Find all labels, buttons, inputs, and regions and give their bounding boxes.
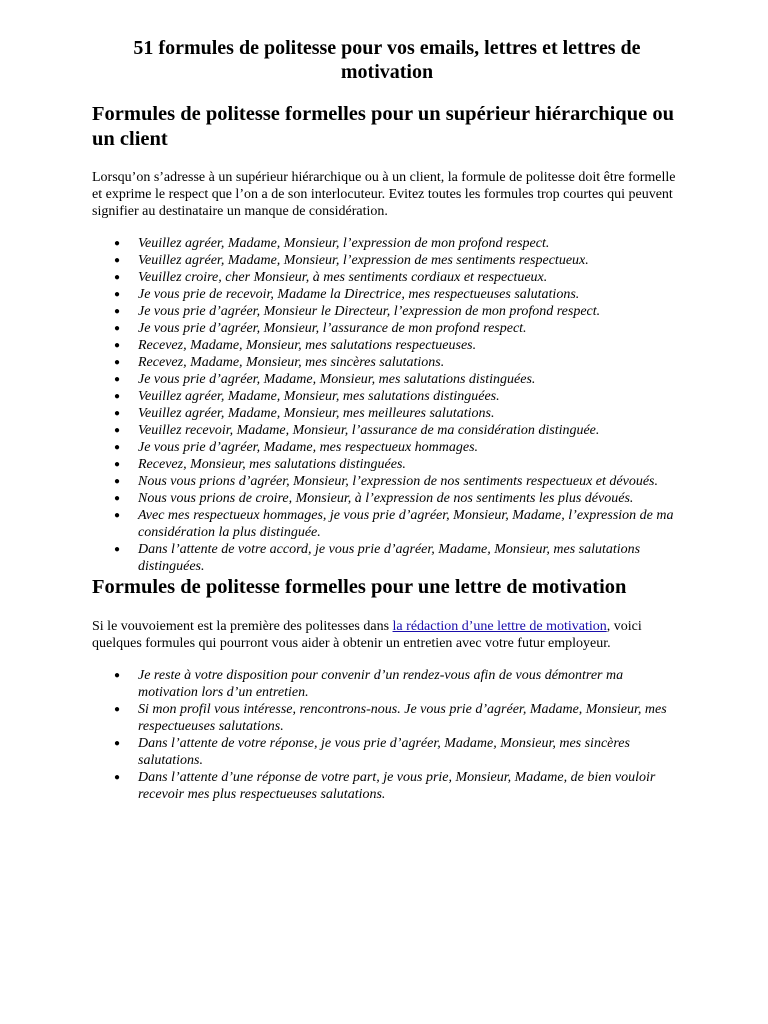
list-item	[114, 456, 682, 473]
bullet-icon: ●	[114, 476, 121, 487]
section-intro	[92, 618, 682, 652]
bullet-icon: ●	[114, 493, 121, 504]
list-item	[114, 701, 682, 735]
list-item	[114, 303, 682, 320]
list-item	[114, 269, 682, 286]
bullet-icon: ●	[114, 669, 121, 681]
list-item-text: Je vous prie d’agréer, Madame, mes respectueux hommages.	[138, 440, 479, 455]
intro-text: Si le vouvoiement est la première des politesses dans	[92, 618, 393, 634]
list-item	[114, 735, 682, 769]
list-item-text: Veuillez agréer, Madame, Monsieur, mes meilleures salutations.	[138, 406, 495, 421]
bullet-icon: ●	[114, 357, 121, 368]
list-item	[114, 286, 682, 303]
bullet-icon: ●	[114, 544, 121, 555]
list-item-text: Recevez, Monsieur, mes salutations distinguées.	[138, 457, 406, 472]
bullet-icon: ●	[114, 238, 121, 249]
list-item	[114, 235, 682, 252]
bullet-icon: ●	[114, 323, 121, 334]
bullet-icon: ●	[114, 255, 121, 266]
list-item	[114, 667, 682, 701]
list-item	[114, 473, 682, 490]
list-item-text: Recevez, Madame, Monsieur, mes sincères salutations.	[138, 355, 445, 370]
list-item-text: Recevez, Madame, Monsieur, mes salutations respectueuses.	[138, 338, 477, 353]
list-item	[114, 371, 682, 388]
list-item	[114, 320, 682, 337]
list-item-text: Veuillez croire, cher Monsieur, à mes sentiments cordiaux et respectueux.	[138, 270, 548, 285]
bullet-icon: ●	[114, 510, 121, 521]
list-item-text: Si mon profil vous intéresse, rencontrons-nous. Je vous prie d’agréer, Madame, Monsieur, mes respectueuses salutations.	[138, 701, 667, 734]
bullet-icon: ●	[114, 408, 121, 419]
list-item	[114, 337, 682, 354]
bullet-icon: ●	[114, 391, 121, 402]
bullet-icon: ●	[114, 442, 121, 453]
list-item-text: Je vous prie de recevoir, Madame la Directrice, mes respectueuses salutations.	[138, 287, 580, 302]
bullet-icon: ●	[114, 425, 121, 436]
list-item	[114, 354, 682, 371]
list-item-text: Dans l’attente de votre réponse, je vous prie d’agréer, Madame, Monsieur, mes sincères salutations.	[138, 735, 630, 768]
section-heading: Formules de politesse formelles pour une lettre de motivation	[92, 576, 627, 598]
list-item-text: Je vous prie d’agréer, Monsieur le Directeur, l’expression de mon profond respect.	[138, 304, 601, 319]
cover-letter-guide-link[interactable]: la rédaction d’une lettre de motivation	[392, 618, 607, 634]
list-item-text: Dans l’attente d’une réponse de votre part, je vous prie, Monsieur, Madame, de bien vouloir recevoir mes plus respectueuses salutations.	[138, 769, 656, 802]
bullet-icon: ●	[114, 289, 121, 300]
list-item-text: Veuillez agréer, Madame, Monsieur, l’expression de mon profond respect.	[138, 236, 550, 251]
document-title: 51 formules de politesse pour vos emails, lettres et lettres de motivation	[133, 37, 641, 83]
list-item-text: Je vous prie d’agréer, Madame, Monsieur, mes salutations distinguées.	[138, 372, 536, 387]
list-item	[114, 422, 682, 439]
bullet-icon: ●	[114, 272, 121, 283]
list-item-text: Dans l’attente de votre accord, je vous prie d’agréer, Madame, Monsieur, mes salutations distinguées.	[138, 542, 641, 574]
list-item	[114, 490, 682, 507]
bullet-icon: ●	[114, 306, 121, 317]
list-item	[114, 388, 682, 405]
bullet-icon: ●	[114, 340, 121, 351]
bullet-icon: ●	[114, 459, 121, 470]
intro-text: , voici quelques formules qui pourront vous aider à obtenir un entretien avec votre futur employeur.	[92, 618, 642, 651]
list-item-text: Je reste à votre disposition pour convenir d’un rendez-vous afin de vous démontrer ma motivation lors d’un entretien.	[138, 667, 624, 700]
list-item	[114, 507, 682, 541]
list-item-text: Veuillez recevoir, Madame, Monsieur, l’assurance de ma considération distinguée.	[138, 423, 600, 438]
list-item	[114, 541, 682, 575]
section-heading: Formules de politesse formelles pour un supérieur hiérarchique ou un client	[92, 103, 674, 150]
section-cover-letter	[92, 575, 682, 803]
bullet-icon: ●	[114, 771, 121, 783]
list-item	[114, 252, 682, 269]
section-intro: Lorsqu’on s’adresse à un supérieur hiérarchique ou à un client, la formule de politesse doit être formelle et exprime le respect que l’on a de son interlocuteur. Evitez toutes les formules trop courtes qui peuvent signifier au destinataire un manque de considération.	[92, 170, 676, 219]
list-item	[114, 769, 682, 803]
list-item-text: Nous vous prions de croire, Monsieur, à l’expression de nos sentiments les plus dévoués.	[138, 491, 634, 506]
list-item	[114, 405, 682, 422]
list-item-text: Nous vous prions d’agréer, Monsieur, l’expression de nos sentiments respectueux et dévoués.	[138, 474, 658, 489]
formula-list	[92, 235, 682, 575]
bullet-icon: ●	[114, 703, 121, 715]
list-item-text: Je vous prie d’agréer, Monsieur, l’assurance de mon profond respect.	[138, 321, 527, 336]
bullet-icon: ●	[114, 737, 121, 749]
formula-list	[92, 667, 682, 803]
bullet-icon: ●	[114, 374, 121, 385]
list-item-text: Veuillez agréer, Madame, Monsieur, l’expression de mes sentiments respectueux.	[138, 253, 589, 268]
list-item	[114, 439, 682, 456]
section-superior-client	[92, 102, 682, 575]
document-page	[92, 36, 682, 803]
list-item-text: Avec mes respectueux hommages, je vous prie d’agréer, Monsieur, Madame, l’expression de ma considération la plus distinguée.	[138, 508, 674, 540]
list-item-text: Veuillez agréer, Madame, Monsieur, mes salutations distinguées.	[138, 389, 500, 404]
